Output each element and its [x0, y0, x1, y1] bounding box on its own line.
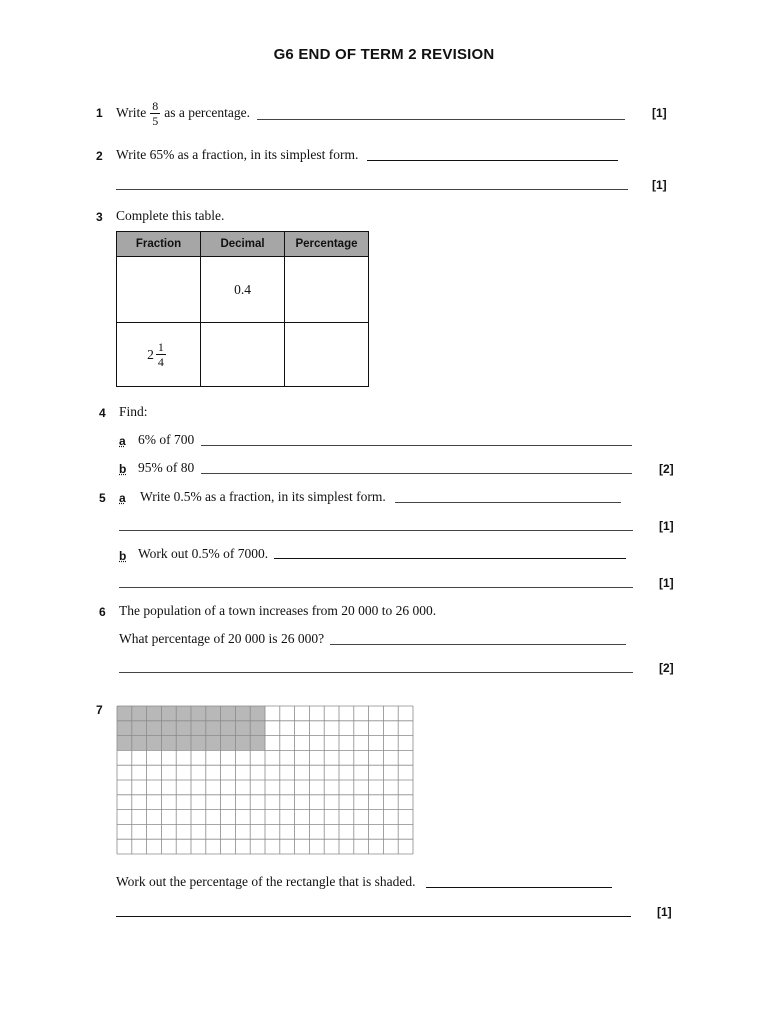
q1-text-after: as a percentage. [164, 105, 251, 120]
mixed-number [147, 340, 170, 369]
row2-decimal-cell[interactable] [201, 323, 285, 387]
q4b-text: 95% of 80 [138, 460, 195, 475]
q5b-answer-line-2[interactable] [119, 587, 633, 588]
q4-mark: [2] [659, 462, 674, 476]
mixed-numerator: 1 [157, 340, 164, 354]
header-decimal: Decimal [201, 232, 285, 257]
row2-fraction-cell [117, 323, 201, 387]
header-percentage: Percentage [285, 232, 369, 257]
q6-mark: [2] [659, 661, 674, 675]
question-6-text-2: What percentage of 20 000 is 26 000? [119, 631, 325, 646]
row1-decimal-cell: 0.4 [201, 257, 285, 323]
q6-answer-line-1[interactable] [330, 644, 626, 645]
mixed-whole: 2 [147, 346, 154, 362]
row1-fraction-cell[interactable] [117, 257, 201, 323]
page-title: G6 END OF TERM 2 REVISION [273, 46, 495, 63]
conversion-table [116, 231, 369, 387]
q2-mark: [1] [652, 178, 667, 192]
q5a-answer-line-2[interactable] [119, 530, 633, 531]
table-row [117, 323, 369, 387]
q4a-label: a [119, 434, 126, 448]
question-2-text: Write 65% as a fraction, in its simplest form. [116, 147, 359, 162]
q1-text-before: Write [116, 105, 147, 120]
question-3-number: 3 [96, 210, 103, 224]
q4b-label: b [119, 462, 127, 476]
question-7-number: 7 [96, 703, 103, 717]
mixed-fraction [156, 340, 166, 369]
question-1-number: 1 [96, 106, 103, 120]
q7-answer-line-2[interactable] [116, 916, 631, 917]
table-header-row [117, 232, 369, 257]
shaded-grid [116, 705, 416, 857]
q5b-mark: [1] [659, 576, 674, 590]
question-6-text-1: The population of a town increases from 20 000 to 26 000. [119, 603, 437, 618]
q1-denominator: 5 [152, 113, 159, 128]
q2-answer-line-1[interactable] [367, 160, 618, 161]
header-fraction: Fraction [117, 232, 201, 257]
q1-fraction [150, 99, 160, 128]
q7-mark: [1] [657, 905, 672, 919]
question-3-text: Complete this table. [116, 208, 225, 223]
mixed-denominator: 4 [157, 355, 164, 369]
question-5-number: 5 [99, 491, 106, 505]
question-2-number: 2 [96, 149, 103, 163]
row1-percentage-cell[interactable] [285, 257, 369, 323]
q5a-mark: [1] [659, 519, 674, 533]
question-1-text [116, 96, 250, 130]
q1-answer-line[interactable] [257, 119, 625, 120]
table-row [117, 257, 369, 323]
q5a-text: Write 0.5% as a fraction, in its simplest form. [140, 489, 386, 504]
q5b-text: Work out 0.5% of 7000. [138, 546, 269, 561]
question-6-number: 6 [99, 605, 106, 619]
q4a-answer-line[interactable] [201, 445, 632, 446]
q5b-label: b [119, 549, 127, 563]
q4a-text: 6% of 700 [138, 432, 195, 447]
q1-numerator: 8 [152, 98, 159, 113]
q5a-answer-line-1[interactable] [395, 502, 621, 503]
q6-answer-line-2[interactable] [119, 672, 633, 673]
q1-mark: [1] [652, 106, 667, 120]
q4b-answer-line[interactable] [201, 473, 632, 474]
question-7-text: Work out the percentage of the rectangle that is shaded. [116, 874, 416, 889]
q5b-answer-line-1[interactable] [274, 558, 626, 559]
row2-percentage-cell[interactable] [285, 323, 369, 387]
q2-answer-line-2[interactable] [116, 189, 628, 190]
q5a-label: a [119, 491, 126, 505]
question-4-number: 4 [99, 406, 106, 420]
q7-answer-line-1[interactable] [426, 887, 612, 888]
question-4-text: Find: [119, 404, 148, 419]
